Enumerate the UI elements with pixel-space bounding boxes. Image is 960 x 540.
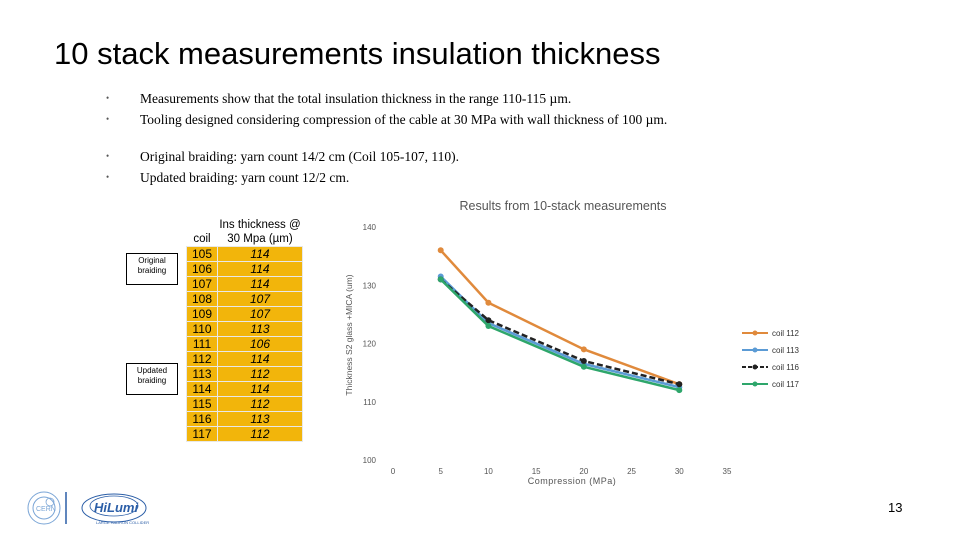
group-label-updated: Updated braiding (126, 363, 178, 395)
coil-cell: 112 (187, 352, 218, 367)
value-cell: 112 (218, 427, 303, 442)
table-row (187, 292, 303, 307)
legend-marker (753, 382, 758, 387)
bullet-marker: • (106, 172, 110, 182)
value-cell: 114 (218, 352, 303, 367)
page-number: 13 (888, 500, 903, 515)
coil-cell: 106 (187, 262, 218, 277)
hilumi-logo-text: HiLumi (94, 500, 139, 515)
table-row (187, 307, 303, 322)
bullet-item (106, 146, 667, 167)
table-row (187, 427, 303, 442)
bullet-item (106, 88, 667, 109)
table-row (187, 322, 303, 337)
value-cell: 106 (218, 337, 303, 352)
bullet-marker: • (106, 93, 110, 103)
x-tick-label: 35 (722, 467, 732, 476)
legend-label: coil 116 (772, 363, 799, 372)
table-row (187, 397, 303, 412)
legend-label: coil 113 (772, 346, 799, 355)
bullet-list (106, 88, 667, 188)
value-cell: 107 (218, 292, 303, 307)
group-label-original: Original braiding (126, 253, 178, 285)
data-point (581, 346, 587, 352)
value-cell: 114 (218, 277, 303, 292)
x-axis-label: Compression (MPa) (527, 476, 617, 486)
x-tick-label: 10 (483, 467, 493, 476)
table-row (187, 262, 303, 277)
footer-logos (14, 488, 184, 528)
chart-title: Results from 10-stack measurements (459, 199, 667, 213)
x-tick-label: 25 (627, 467, 637, 476)
x-tick-label: 15 (531, 467, 541, 476)
series-line-coil-116 (441, 279, 680, 384)
x-tick-label: 5 (438, 467, 443, 476)
value-cell: 112 (218, 367, 303, 382)
thickness-line-chart (340, 195, 799, 495)
legend-marker (753, 331, 758, 336)
data-point (438, 247, 444, 253)
y-tick-label: 110 (363, 397, 376, 407)
hilumi-logo (82, 494, 149, 525)
value-cell: 112 (218, 397, 303, 412)
table-row (187, 337, 303, 352)
series-line-coil-112 (441, 250, 680, 384)
coil-cell: 113 (187, 367, 218, 382)
table-row (187, 367, 303, 382)
coil-cell: 114 (187, 382, 218, 397)
value-cell: 114 (218, 247, 303, 262)
coil-cell: 111 (187, 337, 218, 352)
coil-cell: 110 (187, 322, 218, 337)
bullet-text: Measurements show that the total insulation thickness in the range 110-115 µm. (140, 91, 572, 106)
table-row (187, 382, 303, 397)
x-tick-label: 30 (674, 467, 684, 476)
data-point (676, 381, 682, 387)
table-row (187, 352, 303, 367)
data-point (485, 300, 491, 306)
data-point (676, 387, 682, 393)
header-coil: coil (193, 233, 211, 245)
thickness-table-container (186, 218, 303, 442)
legend-marker (753, 365, 758, 370)
coil-cell: 116 (187, 412, 218, 427)
bullet-item (106, 109, 667, 130)
table-row (187, 277, 303, 292)
data-point (581, 364, 587, 370)
header-value-line2: 30 Mpa (µm) (227, 233, 293, 245)
bullet-text: Updated braiding: yarn count 12/2 cm. (140, 170, 350, 185)
cern-logo-text: CERN (36, 506, 56, 513)
data-point (581, 358, 587, 364)
coil-cell: 108 (187, 292, 218, 307)
data-point (485, 323, 491, 329)
coil-cell: 107 (187, 277, 218, 292)
value-cell: 114 (218, 262, 303, 277)
value-cell: 113 (218, 322, 303, 337)
legend-label: coil 112 (772, 329, 799, 338)
y-tick-label: 100 (362, 456, 376, 465)
x-tick-label: 0 (390, 467, 396, 476)
bullet-marker: • (106, 114, 110, 124)
table-row (187, 247, 303, 262)
cern-logo (28, 492, 60, 524)
x-tick-label: 20 (579, 467, 589, 476)
thickness-table (186, 218, 303, 442)
y-axis-label: Thickness S2 glass +MICA (um) (344, 274, 354, 396)
legend-marker (753, 348, 758, 353)
value-cell: 113 (218, 412, 303, 427)
header-value-line1: Ins thickness @ (219, 219, 301, 231)
y-tick-label: 120 (362, 339, 376, 349)
coil-cell: 105 (187, 247, 218, 262)
coil-cell: 117 (187, 427, 218, 442)
coil-cell: 109 (187, 307, 218, 322)
y-tick-label: 130 (362, 281, 376, 291)
legend-label: coil 117 (772, 380, 799, 389)
bullet-marker: • (106, 151, 110, 161)
coil-cell: 115 (187, 397, 218, 412)
bullet-item (106, 167, 667, 188)
table-row (187, 412, 303, 427)
y-tick-label: 140 (362, 223, 376, 232)
data-point (438, 276, 444, 282)
hilumi-logo-subtext: LARGE HADRON COLLIDER (96, 520, 150, 525)
slide-title: 10 stack measurements insulation thickness (54, 36, 661, 71)
bullet-text: Tooling designed considering compression of the cable at 30 MPa with wall thickness of 100 µm. (140, 112, 668, 127)
series-line-coil-117 (441, 279, 680, 390)
empty-header-cell (187, 218, 218, 232)
value-cell: 107 (218, 307, 303, 322)
value-cell: 114 (218, 382, 303, 397)
bullet-text: Original braiding: yarn count 14/2 cm (Coil 105-107, 110). (140, 149, 459, 164)
